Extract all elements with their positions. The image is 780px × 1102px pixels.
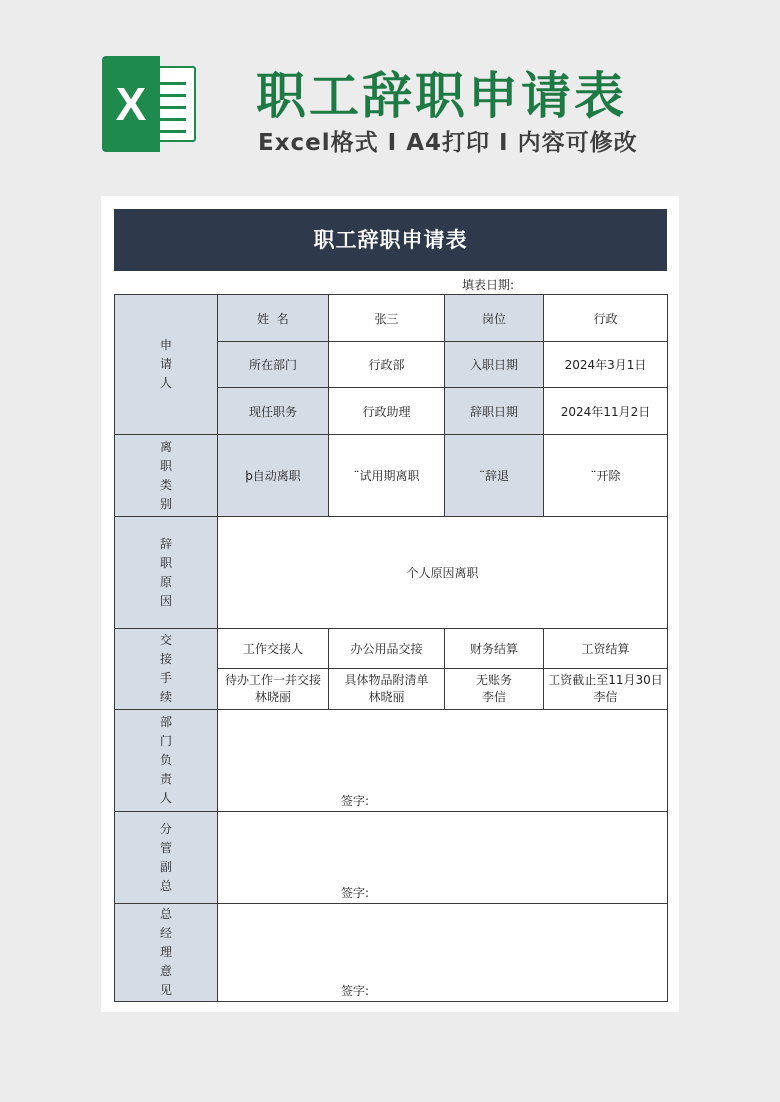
leave-option-dismissed[interactable]: ¨辞退 [445,435,544,517]
sign-label: 签字: [341,984,370,998]
dept-value[interactable]: 行政部 [329,342,445,388]
excel-logo-icon: X [102,56,198,152]
table-row [115,517,668,629]
table-row [115,710,668,812]
leave-option-expelled[interactable]: ¨开除 [544,435,668,517]
handover-detail-supplies[interactable]: 具体物品附清单 林晓丽 [329,669,445,710]
fill-date-label: 填表日期: [462,278,515,292]
section-reason: 辞职原因 [115,517,218,629]
dept-head-signature-cell[interactable] [218,710,668,812]
resignation-form-table [114,294,668,1002]
table-row [115,812,668,904]
resign-date-label: 辞职日期 [445,388,544,435]
position-value[interactable]: 行政 [544,295,668,342]
handover-header-work: 工作交接人 [218,629,329,669]
handover-header-salary: 工资结算 [544,629,668,669]
section-handover: 交接手续 [115,629,218,710]
hire-date-value[interactable]: 2024年3月1日 [544,342,668,388]
sign-label: 签字: [341,886,370,900]
leave-option-voluntary[interactable]: þ自动离职 [218,435,329,517]
reason-value[interactable]: 个人原因离职 [218,517,668,629]
section-applicant: 申请人 [115,295,218,435]
banner [0,0,780,190]
section-vp: 分管副总 [115,812,218,904]
hire-date-label: 入职日期 [445,342,544,388]
handover-detail-work[interactable]: 待办工作一并交接 林晓丽 [218,669,329,710]
leave-option-probation[interactable]: ¨试用期离职 [329,435,445,517]
handover-header-finance: 财务结算 [445,629,544,669]
sign-label: 签字: [341,794,370,808]
table-row [115,629,668,669]
name-value[interactable]: 张三 [329,295,445,342]
form-title: 职工辞职申请表 [114,209,667,271]
banner-title: 职工辞职申请表 [256,67,627,125]
section-gm: 总经理意见 [115,904,218,1002]
handover-detail-salary[interactable]: 工资截止至11月30日 李信 [544,669,668,710]
position-label: 岗位 [445,295,544,342]
table-row [115,435,668,517]
section-dept-head: 部门负责人 [115,710,218,812]
dept-label: 所在部门 [218,342,329,388]
resign-date-value[interactable]: 2024年11月2日 [544,388,668,435]
current-job-label: 现任职务 [218,388,329,435]
banner-subtitle: Excel格式 I A4打印 I 内容可修改 [258,130,638,156]
handover-header-supplies: 办公用品交接 [329,629,445,669]
section-leave-type: 离职类别 [115,435,218,517]
gm-signature-cell[interactable] [218,904,668,1002]
vp-signature-cell[interactable] [218,812,668,904]
handover-detail-finance[interactable]: 无账务 李信 [445,669,544,710]
name-label: 姓 名 [218,295,329,342]
table-row [115,295,668,342]
current-job-value[interactable]: 行政助理 [329,388,445,435]
table-row [115,904,668,1002]
